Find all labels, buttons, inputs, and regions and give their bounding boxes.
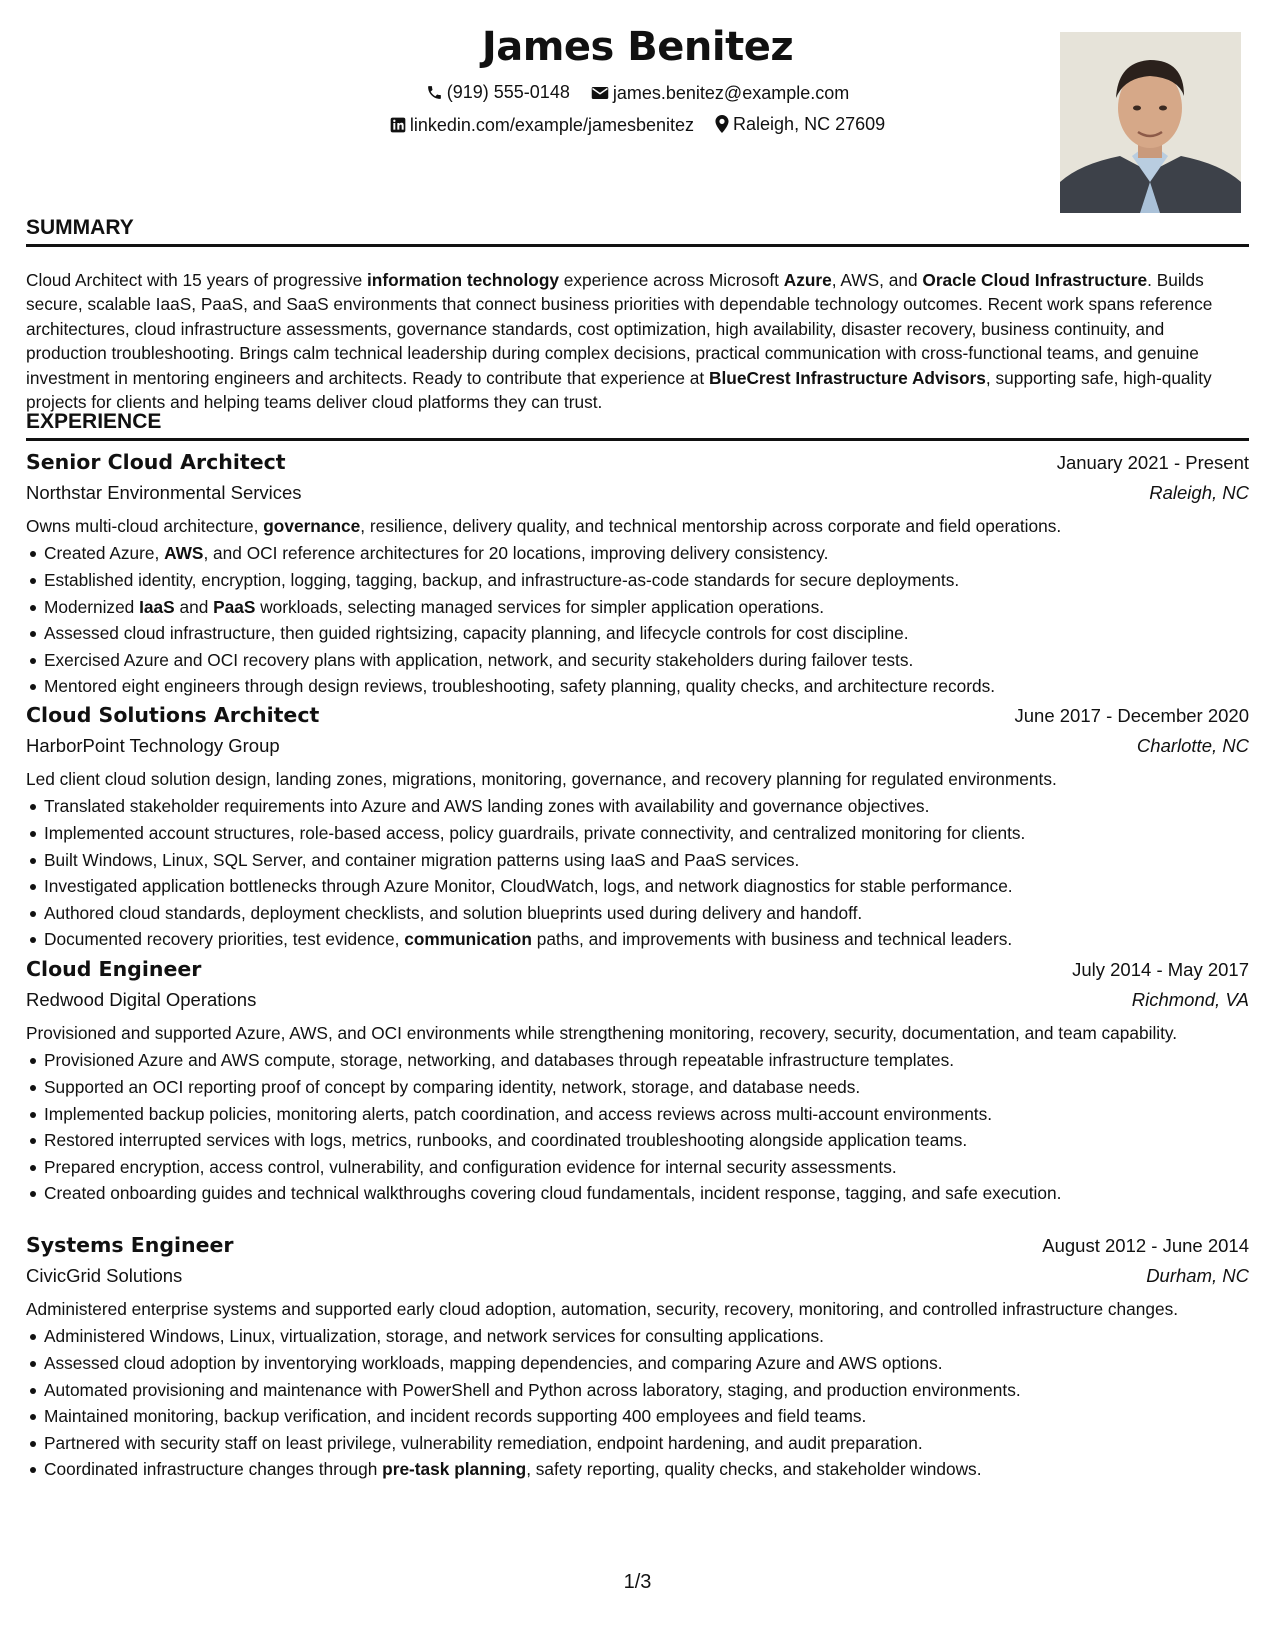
job-summary-text: Owns multi-cloud architecture, (26, 516, 264, 536)
page-number: 1/3 (623, 1571, 652, 1593)
bullet-emphasis: PaaS (213, 596, 256, 617)
job-header (26, 955, 1249, 987)
bullet-text: Created onboarding guides and technical walkthroughs covering cloud fundamentals, incident response, tagging, and safe execution. (44, 1183, 1062, 1204)
job-bullet (26, 926, 1249, 953)
resume-page (26, 0, 1249, 1650)
phone-icon (426, 84, 443, 101)
linkedin-icon (390, 117, 406, 133)
job-summary-text: Administered enterprise systems and supported early cloud adoption, automation, security, recovery, monitoring, and controlled infrastructure changes. (26, 1299, 1179, 1319)
bullet-text: Exercised Azure and OCI recovery plans with application, network, and security stakeholders during failover tests. (44, 649, 914, 670)
job-bullet (26, 1154, 1249, 1181)
bullet-text: Translated stakeholder requirements into Azure and AWS landing zones with availability and governance objectives. (44, 796, 930, 817)
job-bullet (26, 540, 1249, 567)
bullet-text: Automated provisioning and maintenance with PowerShell and Python across laboratory, staging, and production environments. (44, 1379, 1021, 1400)
email-contact[interactable] (591, 81, 849, 105)
job-bullet (26, 673, 1249, 700)
job-location: Charlotte, NC (1136, 735, 1249, 756)
experience-entry (26, 1231, 1249, 1483)
bullet-text: Administered Windows, Linux, virtualization, storage, and network services for consulting applications. (44, 1326, 824, 1347)
job-subheader (26, 987, 1249, 1019)
location-contact (715, 112, 885, 136)
job-bullet-list (26, 1047, 1249, 1207)
bullet-text: paths, and improvements with business and technical leaders. (531, 929, 1013, 950)
job-bullet (26, 1403, 1249, 1430)
job-bullet (26, 1350, 1249, 1377)
bullet-text: Coordinated infrastructure changes through (44, 1459, 383, 1480)
bullet-text: Implemented account structures, role-based access, policy guardrails, private connectivity, and centralized monitoring for clients. (44, 823, 1026, 843)
linkedin-contact[interactable] (390, 113, 694, 137)
job-bullet (26, 900, 1249, 927)
bullet-text: Supported an OCI reporting proof of concept by comparing identity, network, storage, and database needs. (44, 1077, 861, 1097)
job-title: Senior Cloud Architect (26, 450, 286, 474)
job-bullet (26, 1456, 1249, 1483)
job-bullet-list (26, 1323, 1249, 1483)
job-summary-emphasis: governance (263, 516, 361, 536)
linkedin-url: linkedin.com/example/jamesbenitez (409, 115, 695, 135)
job-bullet-list (26, 793, 1249, 953)
job-location: Richmond, VA (1131, 989, 1249, 1010)
job-header (26, 1231, 1249, 1263)
bullet-text: Modernized (44, 596, 140, 617)
bullet-text: Provisioned Azure and AWS compute, storage, networking, and databases through repeatable infrastructure templates. (44, 1050, 955, 1071)
bullet-text: Investigated application bottlenecks through Azure Monitor, CloudWatch, logs, and network diagnostics for stable performance. (44, 876, 1013, 897)
experience-heading: EXPERIENCE (26, 408, 1249, 441)
bullet-text: Prepared encryption, access control, vulnerability, and configuration evidence for internal security assessments. (44, 1156, 897, 1177)
job-summary (26, 767, 1249, 791)
bullet-text: , and OCI reference architectures for 20 locations, improving delivery consistency. (203, 543, 829, 564)
job-title: Systems Engineer (26, 1233, 234, 1257)
summary-text: , AWS, and (831, 270, 923, 290)
job-bullet (26, 1323, 1249, 1350)
job-company: Northstar Environmental Services (26, 482, 302, 503)
experience-entry (26, 701, 1249, 953)
bullet-text: Maintained monitoring, backup verification, and incident records supporting 400 employees and field teams. (44, 1406, 867, 1427)
email-address: james.benitez@example.com (612, 82, 850, 103)
job-summary-text: , resilience, delivery quality, and technical mentorship across corporate and field operations. (360, 516, 1062, 536)
job-header (26, 448, 1249, 480)
summary-emphasis: BlueCrest Infrastructure Advisors (709, 367, 986, 388)
bullet-text: Created Azure, (44, 543, 165, 564)
job-bullet (26, 847, 1249, 874)
bullet-text: Established identity, encryption, logging, tagging, backup, and infrastructure-as-code standards for secure deployments. (44, 570, 960, 590)
job-summary-text: Provisioned and supported Azure, AWS, and OCI environments while strengthening monitoring, recovery, security, documentation, and team capability. (26, 1023, 1178, 1043)
bullet-text: Partnered with security staff on least privilege, vulnerability remediation, endpoint hardening, and audit preparation. (44, 1432, 923, 1453)
bullet-text: workloads, selecting managed services for simpler application operations. (255, 596, 825, 617)
experience-entry (26, 955, 1249, 1207)
experience-entry (26, 448, 1249, 700)
bullet-text: Assessed cloud adoption by inventorying workloads, mapping dependencies, and comparing Azure and AWS options. (44, 1353, 943, 1373)
bullet-text: and (174, 596, 214, 617)
job-bullet (26, 1101, 1249, 1128)
job-dates: July 2014 - May 2017 (1072, 959, 1249, 980)
job-company: HarborPoint Technology Group (26, 735, 280, 756)
job-header (26, 701, 1249, 733)
summary-text: . Builds secure, scalable IaaS, PaaS, and SaaS environments that connect business priorities with dependable technology outcomes. Recent work spans reference architectures, cloud infrastructure assessments, governance standards, cost optimization, high availability, disaster recovery, business continuity, and production troubleshooting. Brings calm technical leadership during complex decisions, practical communication with cross-functional teams, and genuine investment in mentoring engineers and architects. Ready to contribute that experience at (26, 270, 1213, 388)
job-location: Raleigh, NC (1149, 482, 1249, 503)
bullet-emphasis: IaaS (139, 596, 175, 617)
job-bullet (26, 620, 1249, 647)
job-bullet (26, 1377, 1249, 1404)
job-location: Durham, NC (1146, 1265, 1249, 1286)
job-bullet (26, 1180, 1249, 1207)
job-company: Redwood Digital Operations (26, 989, 257, 1010)
job-bullet (26, 873, 1249, 900)
job-dates: January 2021 - Present (1056, 452, 1249, 473)
job-title: Cloud Solutions Architect (26, 703, 320, 727)
job-bullet (26, 793, 1249, 820)
summary-heading: SUMMARY (26, 214, 1249, 247)
bullet-text: Restored interrupted services with logs, metrics, runbooks, and coordinated troubleshooting alongside application teams. (44, 1130, 968, 1151)
job-bullet (26, 567, 1249, 594)
job-bullet-list (26, 540, 1249, 700)
job-dates: August 2012 - June 2014 (1042, 1235, 1249, 1256)
bullet-emphasis: AWS (164, 543, 204, 564)
bullet-text: Authored cloud standards, deployment checklists, and solution blueprints used during delivery and handoff. (44, 902, 863, 923)
job-summary (26, 1297, 1249, 1321)
phone-contact[interactable] (426, 80, 570, 104)
job-title: Cloud Engineer (26, 957, 202, 981)
job-summary (26, 1021, 1249, 1045)
candidate-name: James Benitez (481, 24, 794, 70)
job-bullet (26, 820, 1249, 847)
summary-text: experience across Microsoft (559, 270, 784, 290)
envelope-icon (591, 85, 609, 101)
job-subheader (26, 480, 1249, 512)
summary-text: Cloud Architect with 15 years of progressive (26, 270, 367, 290)
job-subheader (26, 733, 1249, 765)
job-subheader (26, 1263, 1249, 1295)
job-summary (26, 514, 1249, 538)
bullet-text: Assessed cloud infrastructure, then guided rightsizing, capacity planning, and lifecycle controls for cost discipline. (44, 623, 909, 644)
summary-emphasis: information technology (366, 270, 559, 290)
job-dates: June 2017 - December 2020 (1014, 705, 1249, 726)
job-summary-text: Led client cloud solution design, landing zones, migrations, monitoring, governance, and recovery planning for regulated environments. (26, 769, 1057, 789)
summary-text: , supporting safe, high-quality projects for clients and helping teams deliver cloud platforms they can trust. (26, 367, 1212, 413)
bullet-emphasis: communication (404, 929, 532, 950)
job-bullet (26, 1127, 1249, 1154)
bullet-text: Mentored eight engineers through design reviews, troubleshooting, safety planning, quality checks, and architecture records. (44, 676, 996, 697)
bullet-text: Documented recovery priorities, test evidence, (44, 929, 405, 950)
bullet-text: , safety reporting, quality checks, and stakeholder windows. (526, 1459, 982, 1480)
summary-emphasis: Oracle Cloud Infrastructure (922, 270, 1148, 290)
job-bullet (26, 1430, 1249, 1457)
summary-text (26, 268, 1249, 414)
map-pin-icon (715, 115, 729, 133)
bullet-text: Built Windows, Linux, SQL Server, and container migration patterns using IaaS and PaaS services. (44, 849, 800, 870)
job-bullet (26, 1074, 1249, 1101)
job-bullet (26, 647, 1249, 674)
profile-photo (1060, 32, 1241, 213)
summary-emphasis: Azure (783, 270, 832, 290)
job-bullet (26, 1047, 1249, 1074)
job-bullet (26, 594, 1249, 621)
location-text: Raleigh, NC 27609 (733, 114, 886, 134)
bullet-emphasis: pre-task planning (382, 1459, 527, 1480)
job-company: CivicGrid Solutions (26, 1265, 183, 1286)
bullet-text: Implemented backup policies, monitoring alerts, patch coordination, and access reviews across multi-account environments. (44, 1103, 993, 1124)
phone-number: (919) 555-0148 (446, 82, 570, 102)
